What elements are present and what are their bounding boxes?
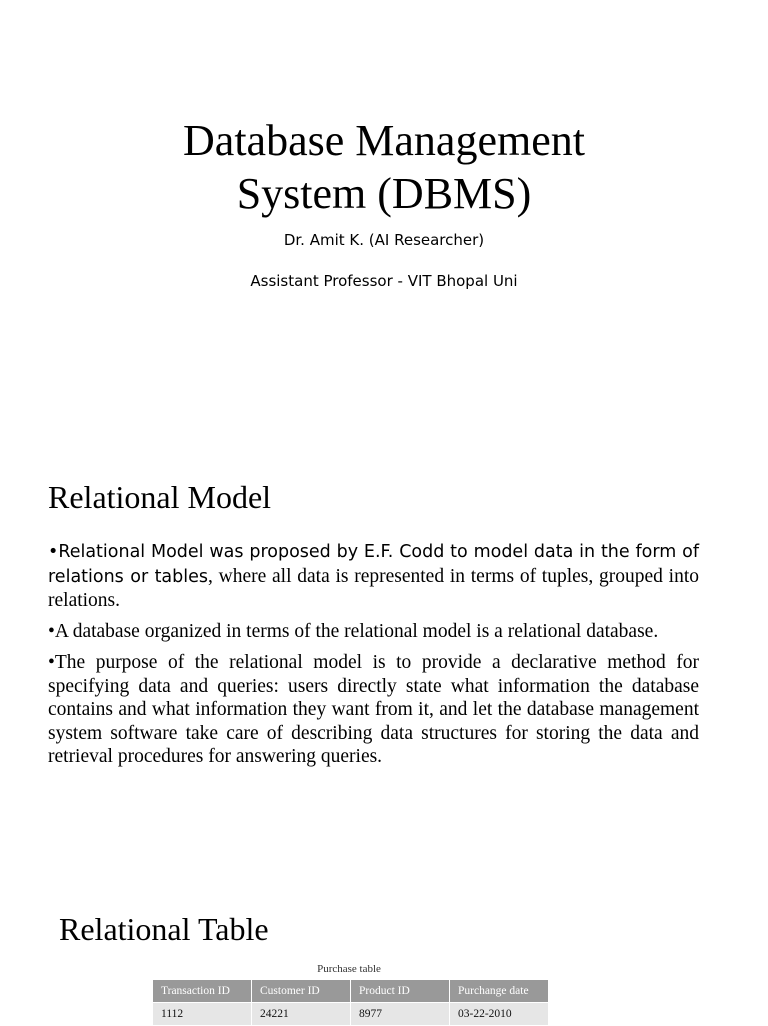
table-cell: 03-22-2010 (450, 1003, 549, 1026)
table-cell: 24221 (252, 1003, 351, 1026)
bullet-item: •The purpose of the relational model is to provide a declarative method for specifying data and queries: users directly state what information the database contains and what information they want from it, and let the database management system software take care of describing data structures for storing the data and retrieval procedures for answering queries. (48, 652, 699, 767)
title-slide (0, 0, 768, 440)
relational-table-slide (0, 860, 768, 1024)
table-caption: Purchase table (317, 963, 381, 975)
table-cell: 8977 (351, 1003, 450, 1026)
column-header: Purchange date (450, 980, 549, 1003)
table-header-row (153, 980, 549, 1003)
presentation-title (0, 114, 768, 220)
table-cell: 1112 (153, 1003, 252, 1026)
column-header: Product ID (351, 980, 450, 1003)
purchase-table (152, 979, 549, 1026)
bullet-text-sans: •Relational Model was proposed by E.F. Codd to model data in the form of relations or tables (48, 542, 699, 587)
slide-heading: Relational Model (48, 479, 272, 515)
bullet-item (48, 540, 699, 613)
bullet-item: •A database organized in terms of the relational model is a relational database. (48, 621, 659, 642)
bullet-text-serif: , where all data is represented in terms of tuples, grouped into relations. (48, 565, 699, 611)
bullet-list (48, 540, 699, 776)
author-affiliation: Assistant Professor - VIT Bhopal Uni (250, 272, 518, 290)
author-name: Dr. Amit K. (AI Researcher) (283, 231, 485, 249)
title-line-2: System (DBMS) (236, 169, 532, 218)
relational-model-slide (0, 440, 768, 860)
column-header: Customer ID (252, 980, 351, 1003)
column-header: Transaction ID (153, 980, 252, 1003)
slide-heading: Relational Table (59, 911, 269, 947)
title-line-1: Database Management (183, 116, 585, 165)
table-row (153, 1003, 549, 1026)
